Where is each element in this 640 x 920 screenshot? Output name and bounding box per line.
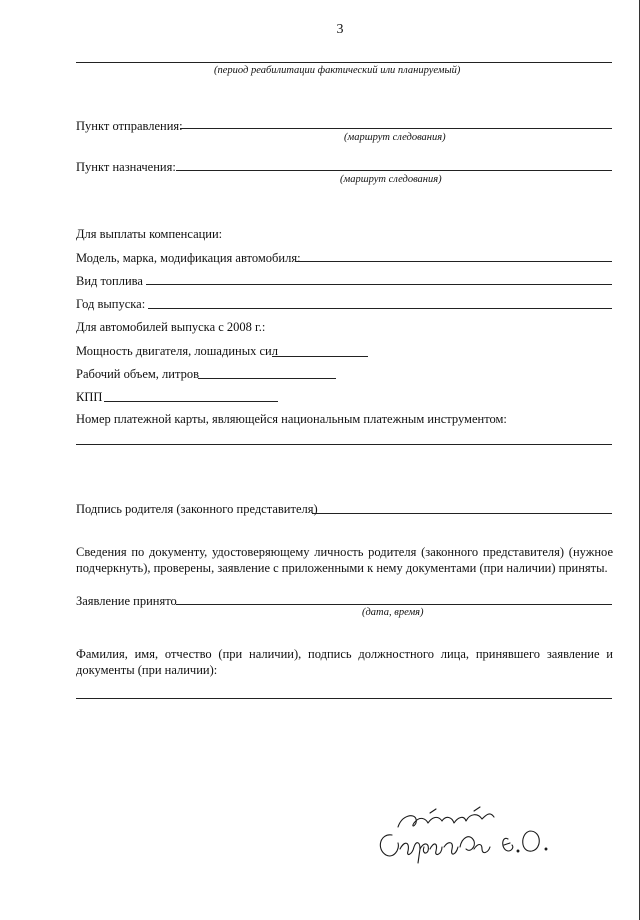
parent-signature-label: Подпись родителя (законного представителя) — [76, 502, 318, 516]
year-line[interactable] — [148, 308, 612, 309]
parent-signature-line[interactable] — [312, 513, 612, 514]
gearbox-line[interactable] — [104, 401, 278, 402]
compensation-heading: Для выплаты компенсации: — [76, 227, 223, 241]
fuel-type-label: Вид топлива — [76, 274, 143, 288]
destination-line[interactable] — [176, 170, 612, 171]
handwritten-signature — [370, 805, 570, 865]
car-model-line[interactable] — [296, 261, 612, 262]
engine-volume-label: Рабочий объем, литров — [76, 367, 199, 381]
card-number-label: Номер платежной карты, являющейся национальным платежным инструментом: — [76, 412, 507, 426]
departure-label: Пункт отправления: — [76, 119, 183, 133]
destination-caption: (маршрут следования) — [340, 174, 442, 185]
year-label: Год выпуска: — [76, 297, 146, 311]
official-text: Фамилия, имя, отчество (при наличии), подпись должностного лица, принявшего заявление и документы (при наличии): — [76, 647, 613, 677]
gearbox-label: КПП — [76, 390, 103, 404]
official-signature-line[interactable] — [76, 698, 612, 699]
engine-power-line[interactable] — [272, 356, 368, 357]
departure-line[interactable] — [180, 128, 612, 129]
card-number-line[interactable] — [76, 444, 612, 445]
car-model-label: Модель, марка, модификация автомобиля: — [76, 251, 301, 265]
period-caption: (период реабилитации фактический или планируемый) — [214, 65, 461, 76]
period-line[interactable] — [76, 62, 612, 63]
engine-power-label: Мощность двигателя, лошадиных сил — [76, 344, 278, 358]
engine-volume-line[interactable] — [198, 378, 336, 379]
verification-text: Сведения по документу, удостоверяющему личность родителя (законного представителя) (нужное подчеркнуть), проверены, заявление с приложенными к нему документами (при наличии) приняты. — [76, 545, 613, 575]
page-number: 3 — [336, 22, 344, 37]
fuel-type-line[interactable] — [146, 284, 612, 285]
accepted-label: Заявление принято — [76, 594, 177, 608]
post2008-heading: Для автомобилей выпуска с 2008 г.: — [76, 320, 266, 334]
destination-label: Пункт назначения: — [76, 160, 176, 174]
accepted-caption: (дата, время) — [362, 607, 424, 618]
departure-caption: (маршрут следования) — [344, 132, 446, 143]
accepted-line[interactable] — [176, 604, 612, 605]
